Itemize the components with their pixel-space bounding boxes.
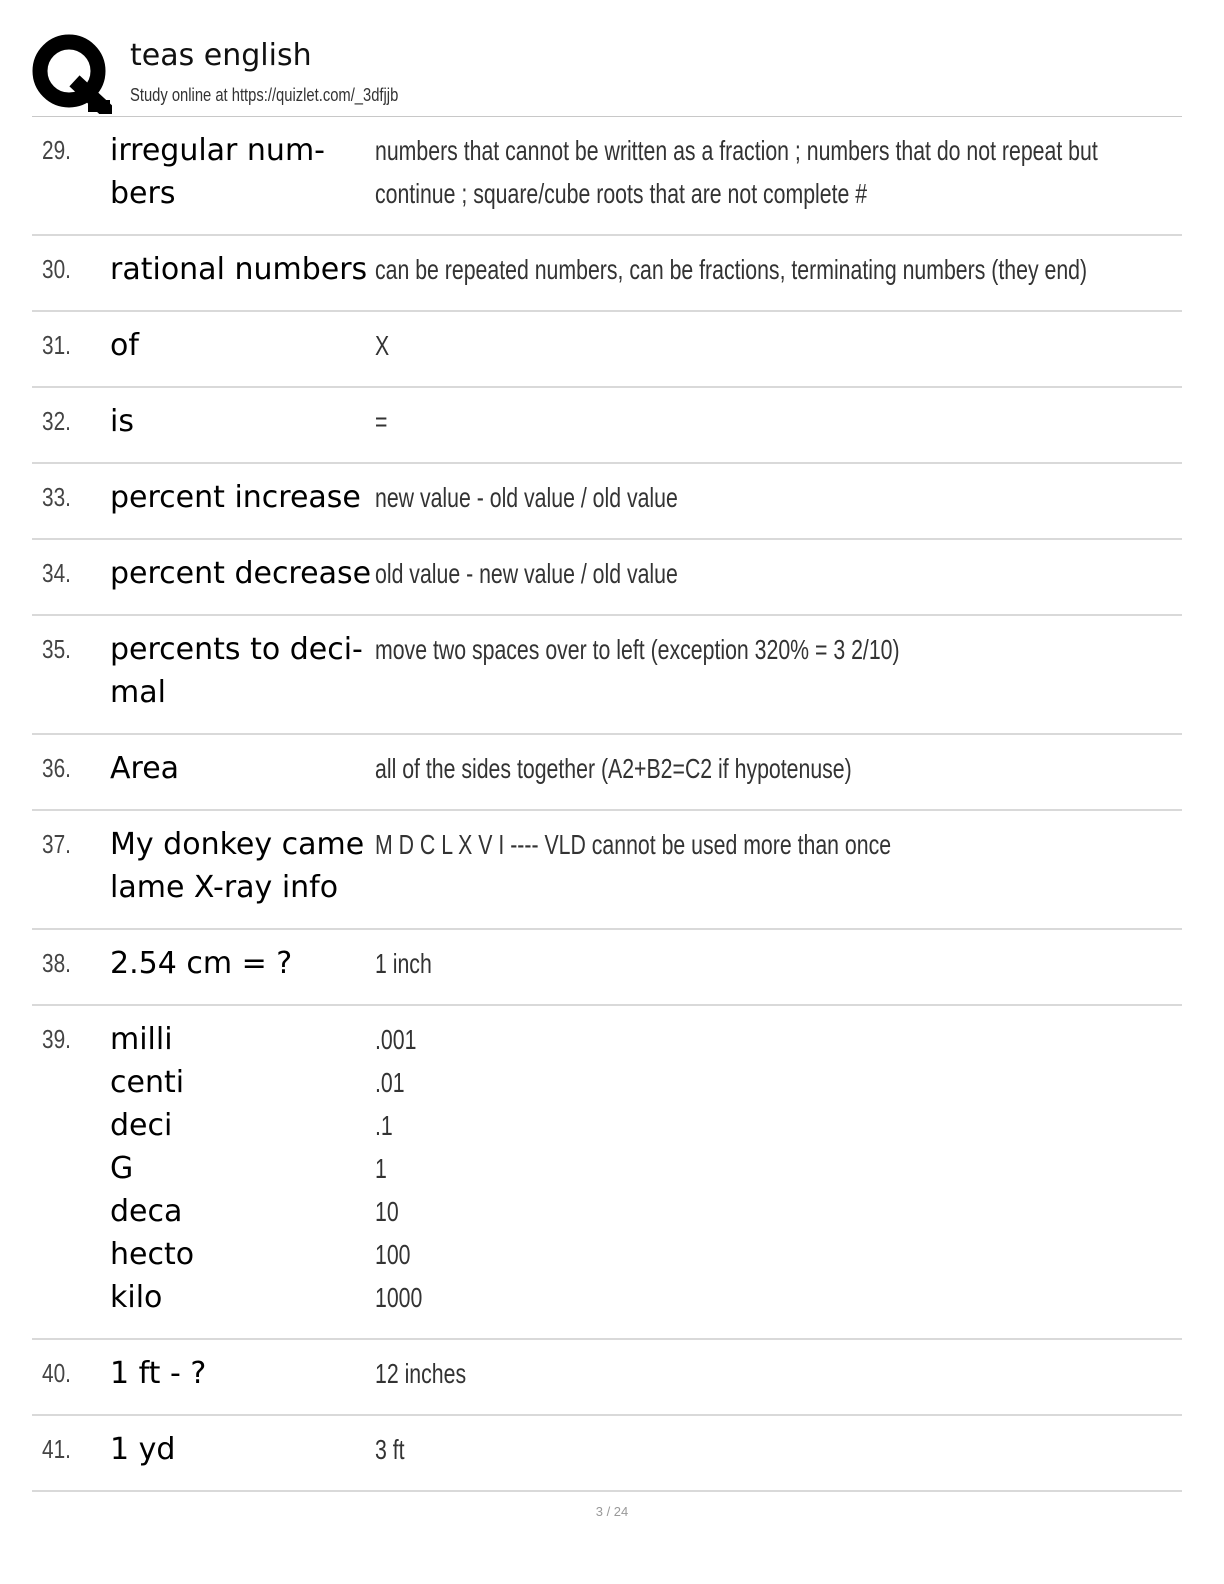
card-number: 29. (42, 135, 71, 165)
card-term (110, 1018, 372, 1319)
definition-line: old value - new value / old value (375, 558, 678, 589)
definition-line: numbers that cannot be written as a fraction ; numbers that do not repeat but (375, 135, 1098, 166)
definition-line: 1000 (375, 1282, 423, 1313)
term-line: hecto (110, 1237, 195, 1272)
page-number: 3 / 24 (595, 1504, 629, 1519)
definition-line: .01 (375, 1067, 405, 1098)
card-definition (375, 129, 1181, 215)
flashcard-row (32, 388, 1182, 464)
term-line: rational numbers (110, 252, 368, 287)
card-term (110, 1428, 372, 1471)
term-line: milli (110, 1022, 173, 1057)
definition-line: continue ; square/cube roots that are not complete # (375, 178, 868, 209)
card-number: 33. (42, 482, 71, 512)
term-line: percents to deci- (110, 632, 363, 667)
term-line: G (110, 1151, 134, 1186)
term-line: kilo (110, 1280, 163, 1315)
card-term (110, 942, 372, 985)
card-term (110, 552, 372, 595)
card-definition (375, 552, 1181, 595)
card-number: 30. (42, 254, 71, 284)
card-number: 41. (42, 1434, 71, 1464)
definition-line: .1 (375, 1110, 393, 1141)
card-definition (375, 628, 1181, 671)
definition-line: 1 (375, 1153, 387, 1184)
flashcard-row (32, 464, 1182, 540)
card-number: 32. (42, 406, 71, 436)
flashcard-list (32, 117, 1182, 1492)
term-line: lame X-ray info (110, 870, 339, 905)
document-title: teas english (130, 38, 312, 73)
term-line: deca (110, 1194, 183, 1229)
card-number: 37. (42, 829, 71, 859)
card-definition (375, 823, 1181, 866)
definition-line: all of the sides together (A2+B2=C2 if hypotenuse) (375, 753, 852, 784)
card-term (110, 476, 372, 519)
card-number: 39. (42, 1024, 71, 1054)
card-term (110, 129, 372, 215)
flashcard-row (32, 930, 1182, 1006)
definition-line: can be repeated numbers, can be fractions, terminating numbers (they end) (375, 254, 1088, 285)
card-definition (375, 248, 1181, 291)
flashcard-row (32, 540, 1182, 616)
definition-line: 10 (375, 1196, 399, 1227)
term-line: centi (110, 1065, 185, 1100)
definition-line: new value - old value / old value (375, 482, 678, 513)
definition-line: X (375, 330, 390, 361)
flashcard-row (32, 1416, 1182, 1492)
flashcard-row (32, 236, 1182, 312)
card-definition (375, 476, 1181, 519)
term-line: deci (110, 1108, 173, 1143)
flashcard-row (32, 735, 1182, 811)
card-number: 34. (42, 558, 71, 588)
term-line: mal (110, 675, 166, 710)
definition-line: move two spaces over to left (exception 320% = 3 2/10) (375, 634, 900, 665)
card-term (110, 248, 372, 291)
term-line: 2.54 cm = ? (110, 946, 293, 981)
term-line: 1 ft - ? (110, 1356, 207, 1391)
definition-line: = (375, 406, 388, 437)
quizlet-q-logo-icon (32, 34, 112, 114)
flashcard-row (32, 1340, 1182, 1416)
term-line: percent increase (110, 480, 361, 515)
card-term (110, 1352, 372, 1395)
card-definition (375, 942, 1181, 985)
definition-line: M D C L X V I ---- VLD cannot be used more than once (375, 829, 892, 860)
card-term (110, 400, 372, 443)
card-definition (375, 747, 1181, 790)
card-definition (375, 1352, 1181, 1395)
page-header (32, 30, 1182, 116)
flashcard-row (32, 1006, 1182, 1340)
card-definition (375, 324, 1181, 367)
card-term (110, 628, 372, 714)
term-line: irregular num- (110, 133, 325, 168)
card-term (110, 823, 372, 909)
definition-line: 12 inches (375, 1358, 467, 1389)
card-number: 40. (42, 1358, 71, 1388)
card-number: 36. (42, 753, 71, 783)
card-number: 38. (42, 948, 71, 978)
card-definition (375, 1428, 1181, 1471)
flashcard-row (32, 312, 1182, 388)
card-term (110, 747, 372, 790)
term-line: is (110, 404, 134, 439)
card-definition (375, 1018, 1181, 1319)
term-line: Area (110, 751, 180, 786)
definition-line: .001 (375, 1024, 417, 1055)
term-line: My donkey came (110, 827, 365, 862)
study-online-link[interactable]: Study online at https://quizlet.com/_3dfjjb (130, 85, 399, 105)
card-number: 31. (42, 330, 71, 360)
flashcard-row (32, 811, 1182, 930)
term-line: 1 yd (110, 1432, 176, 1467)
flashcard-row (32, 616, 1182, 735)
term-line: of (110, 328, 139, 363)
flashcard-row (32, 117, 1182, 236)
term-line: percent decrease (110, 556, 372, 591)
definition-line: 100 (375, 1239, 411, 1270)
card-number: 35. (42, 634, 71, 664)
definition-line: 1 inch (375, 948, 432, 979)
card-definition (375, 400, 1181, 443)
definition-line: 3 ft (375, 1434, 405, 1465)
card-term (110, 324, 372, 367)
term-line: bers (110, 176, 176, 211)
